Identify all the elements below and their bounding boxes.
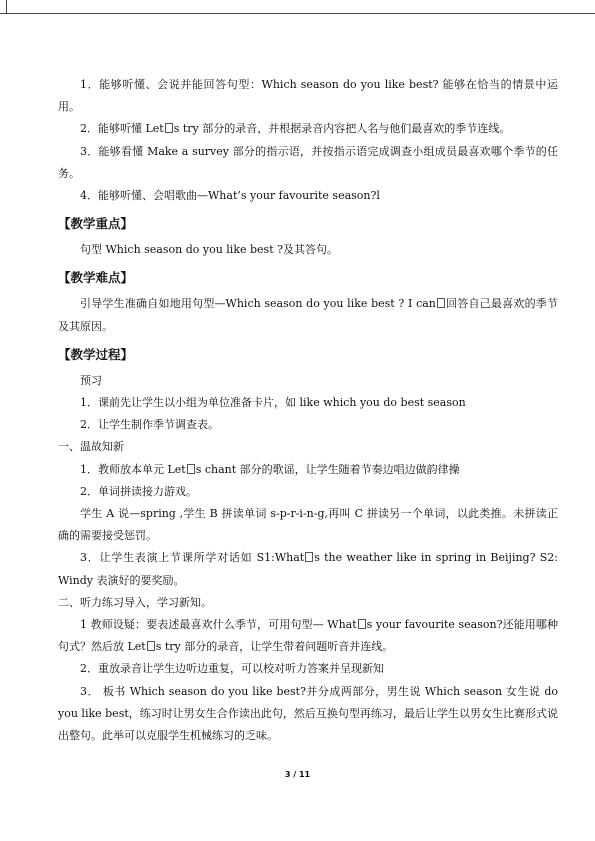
section-2-step-2: 2．重放录音让学生边听边重复，可以校对听力答案并呈现新知 [80, 662, 384, 676]
difficulty-text: 引导学生准确自如地用句型—Which season do you like best ? I can 回答自己最喜欢的季节及其原因。 [58, 297, 559, 333]
objective-4: 4．能够听懂、会唱歌曲—What’s your favourite season?l [80, 189, 380, 203]
section-1-title: 一、温故知新 [58, 440, 124, 454]
missing-glyph-box [305, 552, 313, 562]
missing-glyph-box [358, 619, 366, 629]
heading-difficulties: 【教学难点】 [58, 270, 134, 286]
header-rule [0, 0, 595, 14]
page-number: 3 / 11 [284, 770, 311, 779]
heading-key-points: 【教学重点】 [58, 216, 134, 232]
section-1-step-1: 1．教师放本单元 Let s chant 部分的歌谣，让学生随着节奏边唱边做韵律操 [80, 462, 460, 476]
missing-glyph-box [187, 464, 195, 474]
missing-glyph-box [147, 641, 155, 651]
objective-2: 2．能够听懂 Let s try 部分的录音，并根据录音内容把人名与他们最喜欢的季节连线。 [80, 122, 511, 136]
preview-label: 预习 [80, 373, 102, 387]
section-1-paragraph: 学生 A 说—spring ,学生 B 拼读单词 s-p-r-i-n-g,再叫 C 拼读另一个单词，以此类推。未拼读正确的需要接受惩罚。 [58, 507, 558, 543]
missing-glyph-box [437, 298, 445, 308]
section-2-step-3: 3． 板书 Which season do you like best?并分成两部分，男生说 Which season 女生说 do you like best，练习时让男女生合作读出此句，然后互换句型再练习，最后让学生以男女生比赛形式说出整句。此举可以克服学生机械练习的乏味。 [58, 684, 558, 743]
preview-step-2: 2．让学生制作季节调查表。 [80, 418, 219, 432]
header-corner-mark [0, 0, 7, 14]
heading-process: 【教学过程】 [58, 346, 134, 362]
section-2-step-1: 1 教师设疑：要表述最喜欢什么季节，可用句型— What s your favourite season?还能用哪种句式？然后放 Let s try 部分的录音，让学生带着问题听音并连线。 [58, 618, 558, 654]
section-1-step-2: 2．单词拼读接力游戏。 [80, 484, 197, 498]
missing-glyph-box [165, 123, 173, 133]
section-2-title: 二、听力练习导入，学习新知。 [58, 595, 212, 609]
objective-1: 1．能够听懂、会说并能回答句型：Which season do you like best? 能够在恰当的情景中运用。 [58, 78, 558, 114]
section-1-step-3: 3．让学生表演上节课所学对话如 S1:What s the weather like in spring in Beijing? S2: Windy 表演好的要奖励。 [58, 551, 558, 587]
objective-3: 3．能够看懂 Make a survey 部分的指示语，并按指示语完成调查小组成员最喜欢哪个季节的任务。 [58, 144, 558, 180]
key-point-text: 句型 Which season do you like best ?及其答句。 [80, 243, 339, 257]
preview-step-1: 1．课前先让学生以小组为单位准备卡片，如 like which you do best season [80, 396, 466, 410]
document-body [58, 74, 558, 747]
